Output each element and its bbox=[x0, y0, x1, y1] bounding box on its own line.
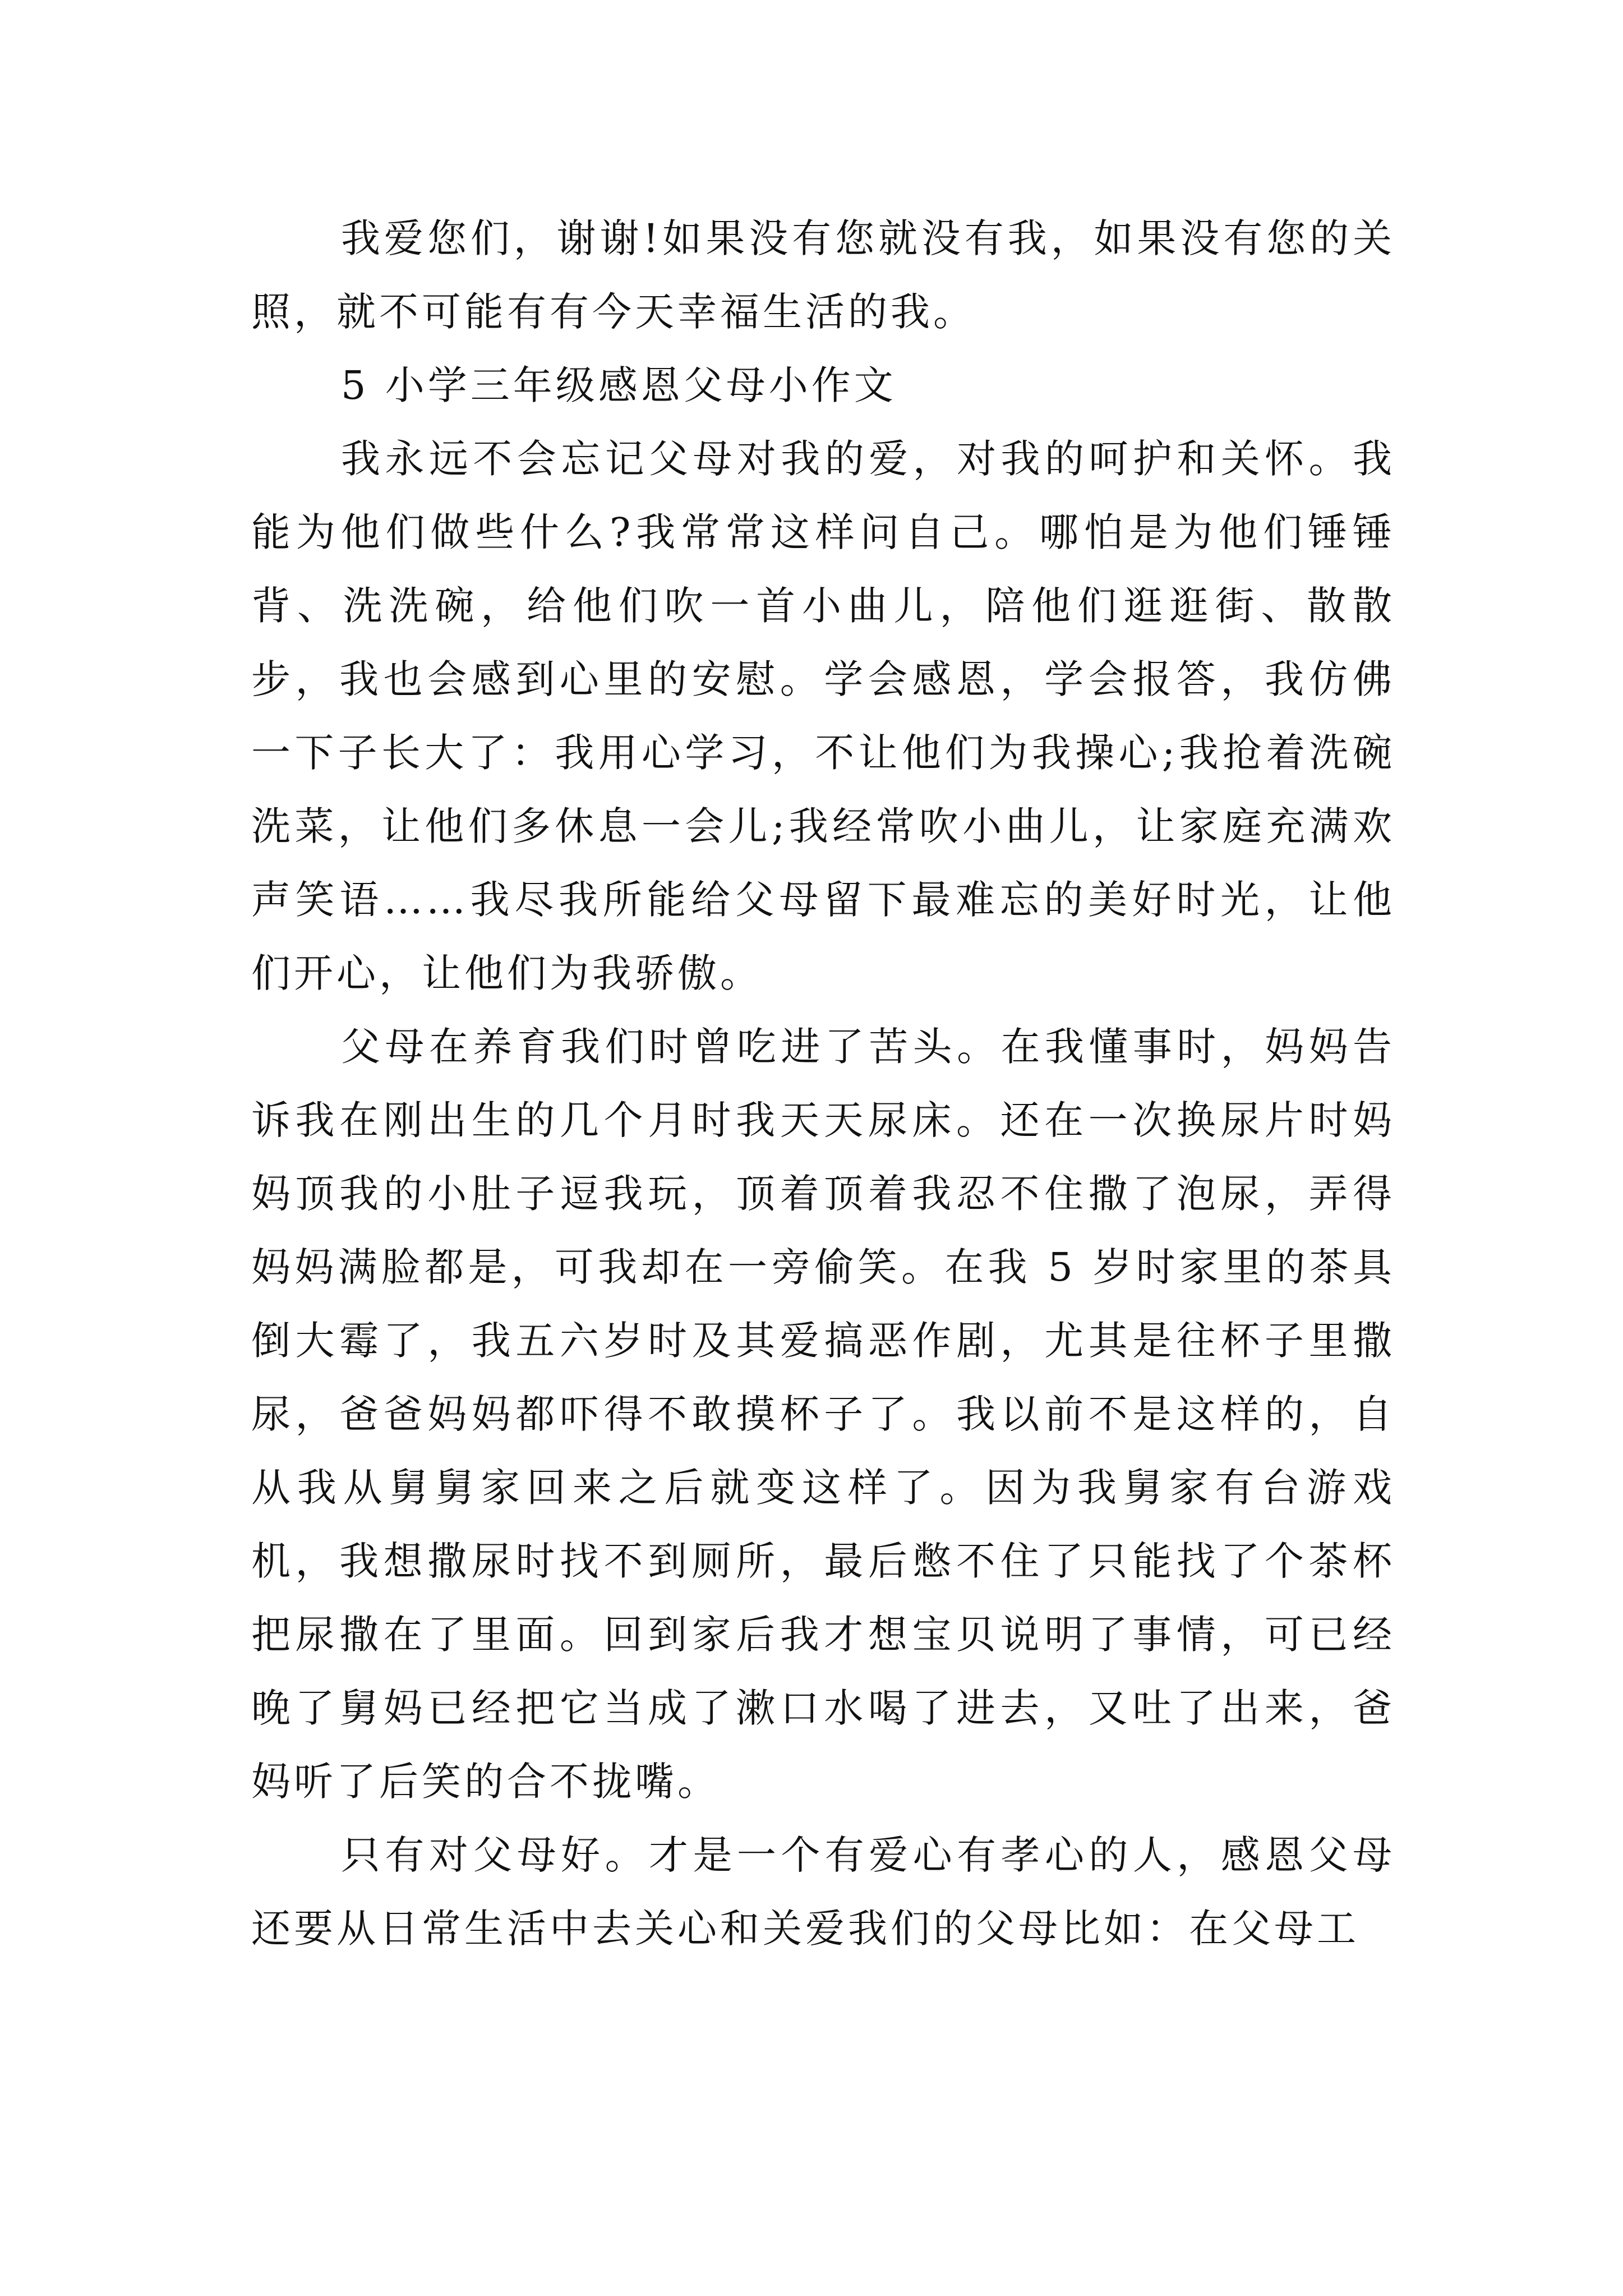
paragraph-closing-thanks: 我爱您们，谢谢!如果没有您就没有我，如果没有您的关照，就不可能有有今天幸福生活的我。 bbox=[251, 215, 1395, 335]
paragraph-gratitude: 我永远不会忘记父母对我的爱，对我的呵护和关怀。我能为他们做些什么?我常常这样问自己。哪怕是为他们锤锤背、洗洗碗，给他们吹一首小曲儿，陪他们逛逛街、散散步，我也会感到心里的安慰。学会感恩，学会报答，我仿佛一下子长大了：我用心学习，不让他们为我操心;我抢着洗碗洗菜，让他们多休息一会儿;我经常吹小曲儿，让家庭充满欢声笑语……我尽我所能给父母留下最难忘的美好时光，让他们开心，让他们为我骄傲。 bbox=[251, 436, 1395, 996]
document-body bbox=[251, 202, 1395, 1966]
paragraph-childhood-story: 父母在养育我们时曾吃进了苦头。在我懂事时，妈妈告诉我在刚出生的几个月时我天天尿床。还在一次换尿片时妈妈顶我的小肚子逗我玩，顶着顶着我忍不住撒了泡尿，弄得妈妈满脸都是，可我却在一旁偷笑。在我 5 岁时家里的茶具倒大霉了，我五六岁时及其爱搞恶作剧，尤其是往杯子里撒尿，爸爸妈妈都吓得不敢摸杯子了。我以前不是这样的，自从我从舅舅家回来之后就变这样了。因为我舅家有台游戏机，我想撒尿时找不到厕所，最后憋不住了只能找了个茶杯把尿撒在了里面。回到家后我才想宝贝说明了事情，可已经晚了舅妈已经把它当成了漱口水喝了进去，又吐了出来，爸妈听了后笑的合不拢嘴。 bbox=[251, 1024, 1395, 1805]
section-heading: 5 小学三年级感恩父母小作文 bbox=[341, 362, 897, 408]
paragraph-filial-care: 只有对父母好。才是一个有爱心有孝心的人，感恩父母还要从日常生活中去关心和关爱我们的父母比如：在父母工 bbox=[251, 1832, 1395, 1952]
